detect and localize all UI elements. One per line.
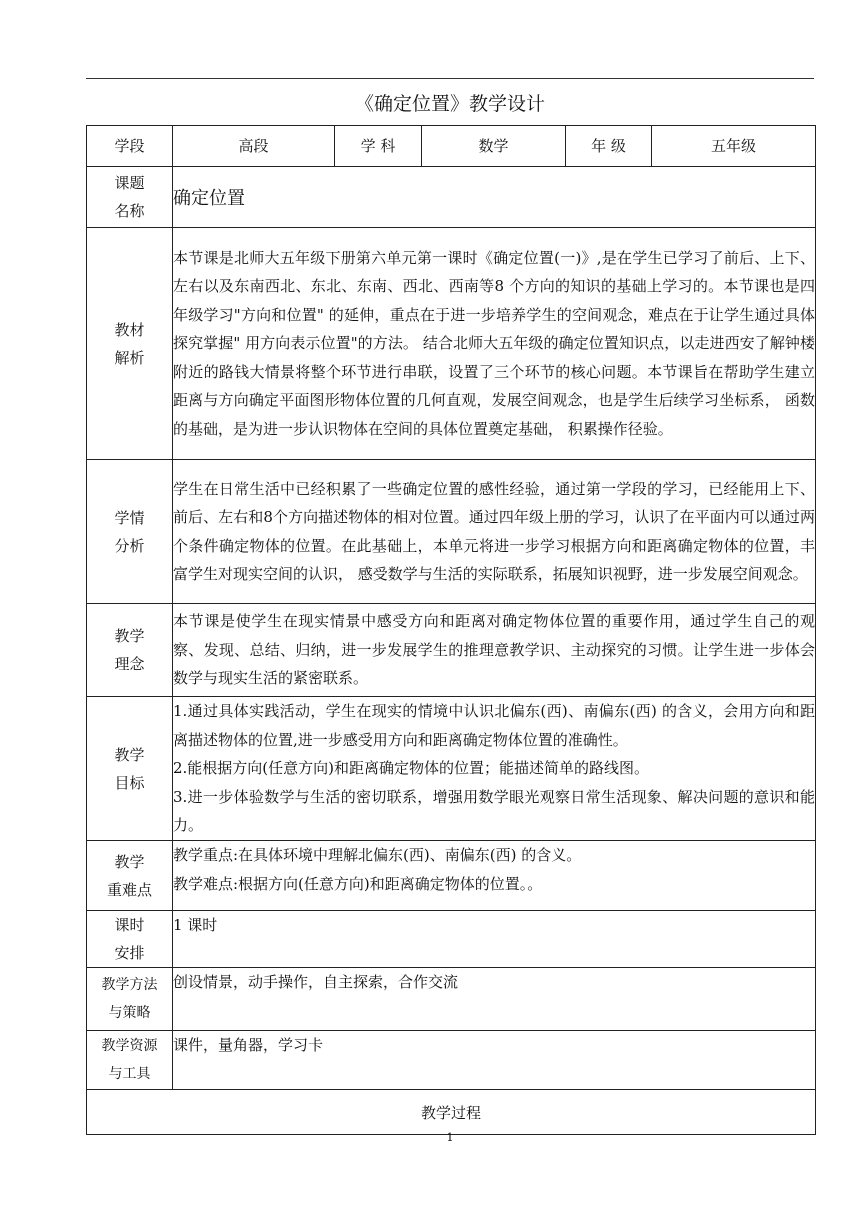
- goal-item-3: 3.进一步体验数学与生活的密切联系，增强用数学眼光观察日常生活现象、解决问题的意识和能力。: [173, 787, 815, 835]
- students-label: [87, 460, 173, 604]
- goals-label: [87, 697, 173, 841]
- material-label-line2: 解析: [114, 348, 145, 367]
- document-title: 《确定位置》教学设计: [354, 93, 545, 115]
- topic-label-line1: 课题: [114, 174, 145, 192]
- stage-value: 高段: [173, 126, 335, 167]
- subject-label: 学 科: [335, 126, 422, 167]
- duration-label-line2: 安排: [114, 944, 145, 962]
- process-heading-row: [87, 1090, 816, 1135]
- resources-label-line2: 与工具: [108, 1066, 151, 1082]
- philosophy-label-line2: 理念: [114, 655, 145, 673]
- header-rule: [86, 78, 814, 79]
- material-label: [87, 228, 173, 460]
- goal-item-2: 2.能根据方向(任意方向)和距离确定物体的位置；能描述简单的路线图。: [173, 759, 650, 778]
- resources-label: [87, 1031, 173, 1090]
- lesson-plan-table: [86, 125, 816, 1135]
- topic-row: [87, 167, 816, 228]
- stage-label: 学段: [87, 126, 173, 167]
- duration-row: [87, 911, 816, 968]
- goals-content: [173, 697, 816, 841]
- duration-label-line1: 课时: [114, 916, 145, 934]
- duration-content: 1 课时: [173, 911, 816, 968]
- philosophy-row: [87, 604, 816, 697]
- philosophy-label-line1: 教学: [114, 627, 145, 645]
- students-label-line2: 分析: [114, 536, 145, 555]
- grade-label: 年 级: [566, 126, 652, 167]
- goals-label-line1: 教学: [114, 745, 145, 764]
- grade-value: 五年级: [652, 126, 816, 167]
- goals-row: [87, 697, 816, 841]
- methods-label-line1: 教学方法: [101, 977, 158, 993]
- duration-label: [87, 911, 173, 968]
- philosophy-content: 本节课是使学生在现实情景中感受方向和距离对确定物体位置的重要作用，通过学生自己的观察、发现、总结、归纳，进一步发展学生的推理意教学识、主动探究的习惯。让学生进一步体会数学与现实生活的紧密联系。: [173, 604, 816, 697]
- key-points-label-line1: 教学: [114, 852, 145, 871]
- header-row: [87, 126, 816, 167]
- material-content: 本节课是北师大五年级下册第六单元第一课时《确定位置(一)》,是在学生已学习了前后、上下、左右以及东南西北、东北、东南、西北、西南等8 个方向的知识的基础上学习的。本节课也是四年级学习"方向和位置" 的延伸，重点在于进一步培养学生的空间观念，难点在于让学生通过具体探究掌握" 用方向表示位置"的方法。 结合北师大五年级的确定位置知识点，以走进西安了解钟楼附近的路钱大情景将整个环节进行串联，设置了三个环节的核心问题。本节课旨在帮助学生建立距离与方向确定平面图形物体位置的几何直观，发展空间观念，也是学生后续学习坐标系， 函数的基础，是为进一步认识物体在空间的具体位置奠定基础， 积累操作径验。: [173, 228, 816, 460]
- subject-value: 数学: [422, 126, 566, 167]
- students-content: 学生在日常生活中已经积累了一些确定位置的感性经验，通过第一学段的学习，已经能用上下、前后、左右和8个方向描述物体的相对位置。通过四年级上册的学习，认识了在平面内可以通过两个条件确定物体的位置。在此基础上，本单元将进一步学习根据方向和距离确定物体的位置，丰富学生对现实空间的认识， 感受数学与生活的实际联系，拓展知识视野，进一步发展空间观念。: [173, 460, 816, 604]
- topic-content: 确定位置: [173, 167, 816, 228]
- methods-label-line2: 与策略: [108, 1005, 151, 1021]
- topic-label-line2: 名称: [114, 202, 145, 220]
- resources-content: 课件，量角器，学习卡: [173, 1031, 816, 1090]
- goal-item-1: 1.通过具体实践活动，学生在现实的情境中认识北偏东(西)、南偏东(西) 的含义，会用方向和距离描述物体的位置,进一步感受用方向和距离确定物体位置的准确性。: [173, 702, 815, 749]
- key-points-row: [87, 841, 816, 911]
- topic-label: [87, 167, 173, 228]
- methods-label: [87, 968, 173, 1031]
- material-label-line1: 教材: [114, 320, 145, 339]
- key-points-label: [87, 841, 173, 911]
- resources-label-line1: 教学资源: [101, 1038, 158, 1054]
- students-label-line1: 学情: [114, 508, 145, 527]
- goals-label-line2: 目标: [114, 773, 145, 792]
- resources-row: [87, 1031, 816, 1090]
- material-row: [87, 228, 816, 460]
- methods-content: 创设情景，动手操作，自主探索，合作交流: [173, 968, 816, 1031]
- methods-row: [87, 968, 816, 1031]
- key-points-label-line2: 重难点: [106, 880, 152, 899]
- page-number: 1: [446, 1131, 454, 1144]
- key-points-content: [173, 841, 816, 911]
- key-point-item-1: 教学重点:在具体环境中理解北偏东(西)、南偏东(西) 的含义。: [173, 846, 582, 864]
- process-heading: 教学过程: [87, 1090, 816, 1135]
- philosophy-label: [87, 604, 173, 697]
- key-point-item-2: 教学难点:根据方向(任意方向)和距离确定物体的位置。。: [173, 874, 543, 893]
- students-row: [87, 460, 816, 604]
